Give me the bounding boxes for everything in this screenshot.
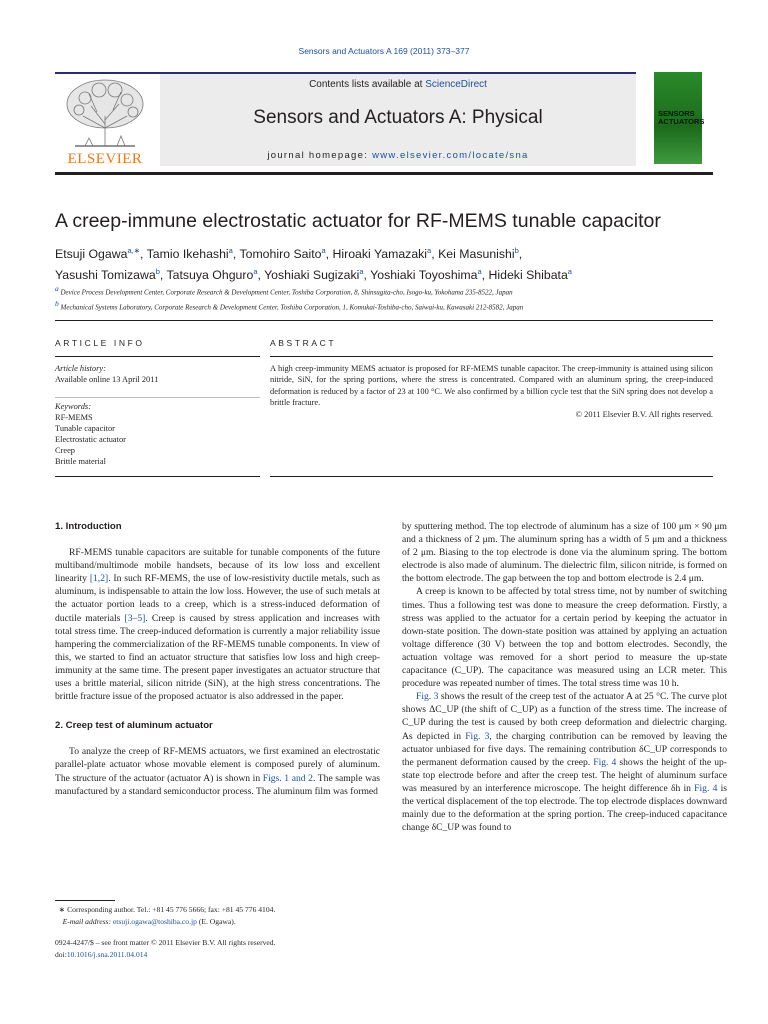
author-affiliation-mark[interactable]: b	[514, 246, 519, 255]
intro-paragraph	[55, 546, 380, 703]
author-list	[55, 242, 715, 284]
sciencedirect-link[interactable]: ScienceDirect	[425, 79, 487, 90]
author-name[interactable]: Hiroaki Yamazaki	[332, 247, 428, 262]
front-matter	[55, 937, 385, 960]
text-run: RF-MEMS tunable capacitors are suitable for tunable components of the future multiband/multimode mobile handsets, because of its low loss and excellent linearity	[55, 547, 380, 585]
article-title: A creep-immune electrostatic actuator for RF-MEMS tunable capacitor	[55, 210, 661, 232]
journal-title: Sensors and Actuators A: Physical	[253, 107, 543, 128]
author-name[interactable]: Etsuji Ogawa	[55, 247, 128, 262]
author-name[interactable]: Yoshiaki Toyoshima	[370, 268, 478, 283]
text-run: shows the height of the up-state top electrode before and after the creep test. The height of aluminum surface was measured by an interference microscope. The height difference δh in	[402, 756, 727, 794]
keyword-item: Brittle material	[55, 457, 106, 466]
author-affiliation-mark[interactable]: a	[567, 267, 572, 277]
contents-prefix: Contents lists available at	[309, 79, 426, 90]
header-top-rule	[55, 72, 636, 74]
author-affiliation-mark[interactable]: a	[228, 246, 233, 255]
doi-link[interactable]: 10.1016/j.sna.2011.04.014	[66, 949, 148, 959]
footnote	[55, 904, 385, 928]
author-affiliation-mark[interactable]: a	[477, 267, 482, 277]
section-heading-creep-test: 2. Creep test of aluminum actuator	[55, 720, 213, 732]
citation-link[interactable]: [1,2]	[89, 573, 109, 585]
author-affiliation-mark[interactable]: a	[427, 246, 432, 255]
corresponding-author	[55, 904, 385, 916]
author-affiliation-mark[interactable]: a	[359, 267, 364, 277]
abstract-end-rule	[270, 476, 713, 477]
abstract-rule	[270, 356, 713, 357]
tree-icon	[55, 76, 155, 152]
header-bottom-rule	[55, 172, 713, 175]
abstract-body	[270, 363, 713, 420]
author-name[interactable]: Yasushi Tomizawa	[55, 268, 156, 283]
email-label: E-mail address:	[62, 917, 113, 926]
text-run: To analyze the creep of RF-MEMS actuators, we first examined an electrostatic parallel-plate actuator whose movable element is composed purely of aluminum. The structure of the actuator (actuator A) is shown in	[55, 746, 380, 784]
author-name[interactable]: Kei Masunishi	[438, 247, 515, 262]
figure-link[interactable]: Fig. 4	[593, 756, 617, 768]
journal-homepage	[160, 150, 636, 161]
email-suffix: (E. Ogawa).	[196, 917, 236, 926]
abstract-heading: ABSTRACT	[270, 338, 337, 348]
contents-availability	[160, 79, 636, 90]
text-run: . In such RF-MEMS, the use of low-resistivity ductile metals, such as aluminum, is indispensable to attain the low loss. However, the use of such metals at the actuator portion leads to a creep, which is a stress-induced deformation of ductile materials	[55, 573, 380, 624]
body-paragraph	[402, 690, 727, 834]
body-paragraph: A creep is known to be affected by total stress time, not by number of switching times. Thus a following test was done to measure the creep deformation. Firstly, a stress was applied to the actuator for a certain period by keeping the actuator in down-state position. The down-state position was attained by applying an actuation voltage difference (30 V) between the top and bottom electrodes. Secondly, the actuation voltage was removed for a short period to measure the up-state capacitance (C_UP). The capacitance was measured using an LCR meter. This procedure was repeated number of times. The total stress time was 10 h.	[402, 586, 727, 690]
affiliations	[55, 283, 715, 314]
right-column	[402, 520, 727, 834]
doi-line	[55, 949, 385, 961]
author-affiliation-mark[interactable]: a,∗	[127, 246, 140, 255]
doi-label: doi:	[55, 949, 67, 959]
copyright: © 2011 Elsevier B.V. All rights reserved.	[575, 409, 713, 419]
author-name[interactable]: Tomohiro Saito	[239, 247, 322, 262]
footnote-rule	[55, 900, 115, 901]
body-paragraph: by sputtering method. The top electrode of aluminum has a size of 100 μm × 90 μm and a thickness of 2 μm. The aluminum spring has a width of 5 μm and a thickness of 2 μm. Biasing to the top electrode is done via the aluminum spring. The bottom electrode is also made of aluminum. The dielectric film, silicon nitride, is formed on the bottom electrode. The gap between the top and bottom electrode is 2.4 μm.	[402, 521, 727, 585]
history-label: Article history:	[55, 364, 106, 373]
keyword-item: RF-MEMS	[55, 413, 93, 422]
affiliation-text: Device Process Development Center, Corporate Research & Development Center, Toshiba Corporation, 8, Shinsugita-cho, Isogo-ku, Yokohama 235-8522, Japan	[60, 288, 513, 297]
footnote-mark: ∗	[58, 905, 66, 914]
keyword-item: Tunable capacitor	[55, 424, 115, 433]
figure-link[interactable]: Fig. 3	[465, 730, 490, 742]
author-line-1: Etsuji Ogawa$^{a,∗}$, Tamio Ikehashi$^a$, Tomohiro Saito$^a$, Hiroaki Yamazaki$^a$, Kei Masunishi$^b$,	[55, 246, 523, 262]
affiliation-text: Mechanical Systems Laboratory, Corporate Research & Development Center, Toshiba Corporation, 1, Komukai-Toshiba-cho, Saiwai-ku, Kawasaki 212-8582, Japan	[60, 303, 524, 312]
homepage-prefix: journal homepage:	[267, 150, 373, 161]
affiliation-a	[55, 283, 715, 298]
affiliation-mark: a	[55, 284, 59, 293]
figure-link[interactable]: Fig. 4	[694, 782, 718, 794]
author-affiliation-mark[interactable]: b	[155, 267, 160, 277]
abstract-text: A high creep-immunity MEMS actuator is proposed for RF-MEMS tunable capacitor. The creep-immunity is attained using silicon nitride, SiN, for the spring portions, where the stress is concentrated. Compared with an aluminum spring, the creep-induced deformation is reduced by a factor of 23 at 100 °C. We also confirmed by a billion cycle test that the SiN spring does not develop a brittle fracture.	[270, 364, 713, 408]
keywords-label: Keywords:	[55, 402, 91, 411]
author-affiliation-mark[interactable]: a	[321, 246, 326, 255]
author-name[interactable]: Yoshiaki Sugizaki	[264, 268, 360, 283]
cover-title-line1: SENSORS	[658, 109, 695, 118]
text-run: . The sample was manufactured by a standard semiconductor process. The aluminum film was formed	[55, 772, 381, 797]
text-run: . Creep is caused by stress application and increases with total stress time. The creep-induced deformation is currently a major reliability issue hampering the commercialization of the RF-MEMS tunable components. In view of this, we started to find an actuator structure that satisfies low loss and high creep-immunity at the same time. The present paper investigates an actuator structure that uses a brittle material, silicon nitride (SiN), at the high stress concentrations. The brittle fracture issue of the proposed actuator is also addressed in the paper.	[55, 612, 380, 703]
publisher-name: ELSEVIER	[67, 151, 143, 167]
creep-paragraph	[55, 745, 380, 797]
author-line-2: Yasushi Tomizawa$^b$, Tatsuya Ohguro$^a$, Yoshiaki Sugizaki$^a$, Yoshiaki Toyoshima$^a$, Hideki Shibata$^a$	[55, 267, 572, 283]
author-name[interactable]: Hideki Shibata	[488, 268, 568, 283]
text-run: is the vertical displacement of the top electrode. The top electrode displaces downward mainly due to the deformation at the spring portion. The creep-induced capacitance change δC_UP was found to	[402, 782, 727, 834]
history-value: Available online 13 April 2011	[55, 375, 159, 384]
journal-citation[interactable]: Sensors and Actuators A 169 (2011) 373–377	[298, 46, 470, 56]
article-info-rule	[55, 356, 260, 357]
front-matter-text: 0924-4247/$ – see front matter © 2011 Elsevier B.V. All rights reserved.	[55, 938, 276, 947]
info-rule	[55, 320, 713, 321]
journal-cover[interactable]	[654, 72, 705, 164]
keyword-item: Creep	[55, 446, 75, 455]
citation-link[interactable]: [3–5]	[124, 612, 146, 624]
keywords	[55, 401, 260, 467]
affiliation-mark: b	[55, 299, 59, 309]
affiliation-b	[55, 298, 715, 313]
figure-link[interactable]: Fig. 3	[416, 691, 439, 703]
article-history	[55, 363, 260, 385]
article-info-heading: ARTICLE INFO	[55, 338, 145, 348]
author-affiliation-mark[interactable]: a	[253, 267, 258, 277]
author-name[interactable]: Tamio Ikehashi	[146, 247, 229, 262]
homepage-link[interactable]: www.elsevier.com/locate/sna	[372, 150, 529, 161]
article-info-end-rule	[55, 476, 260, 477]
section-heading-introduction: 1. Introduction	[55, 521, 122, 532]
left-column	[55, 520, 380, 798]
email-link[interactable]: etsuji.ogawa@toshiba.co.jp	[112, 917, 197, 926]
email-line	[55, 916, 385, 928]
author-name[interactable]: Tatsuya Ohguro	[166, 268, 254, 283]
text-run: , the charging contribution can be removed by leaving the actuator unbiased for five days. The remaining contribution δC_UP corresponds to the permanent deformation caused by the creep.	[402, 730, 727, 768]
cover-title-line2: ACTUATORS	[658, 117, 705, 126]
text-run: shows the result of the creep test of the actuator A at 25 °C. The curve plot shows ΔC_UP (the shift of C_UP) as a function of the stress time. The increase of C_UP during the test is caused by both creep deformation and dielectric charging. As depicted in	[402, 691, 727, 742]
history-rule	[55, 397, 260, 398]
keyword-item: Electrostatic actuator	[55, 435, 126, 444]
figure-link[interactable]: Figs. 1 and 2	[262, 772, 313, 784]
corresponding-text: Corresponding author. Tel.: +81 45 776 5666; fax: +81 45 776 4104.	[67, 905, 276, 914]
cover-title	[658, 110, 704, 126]
